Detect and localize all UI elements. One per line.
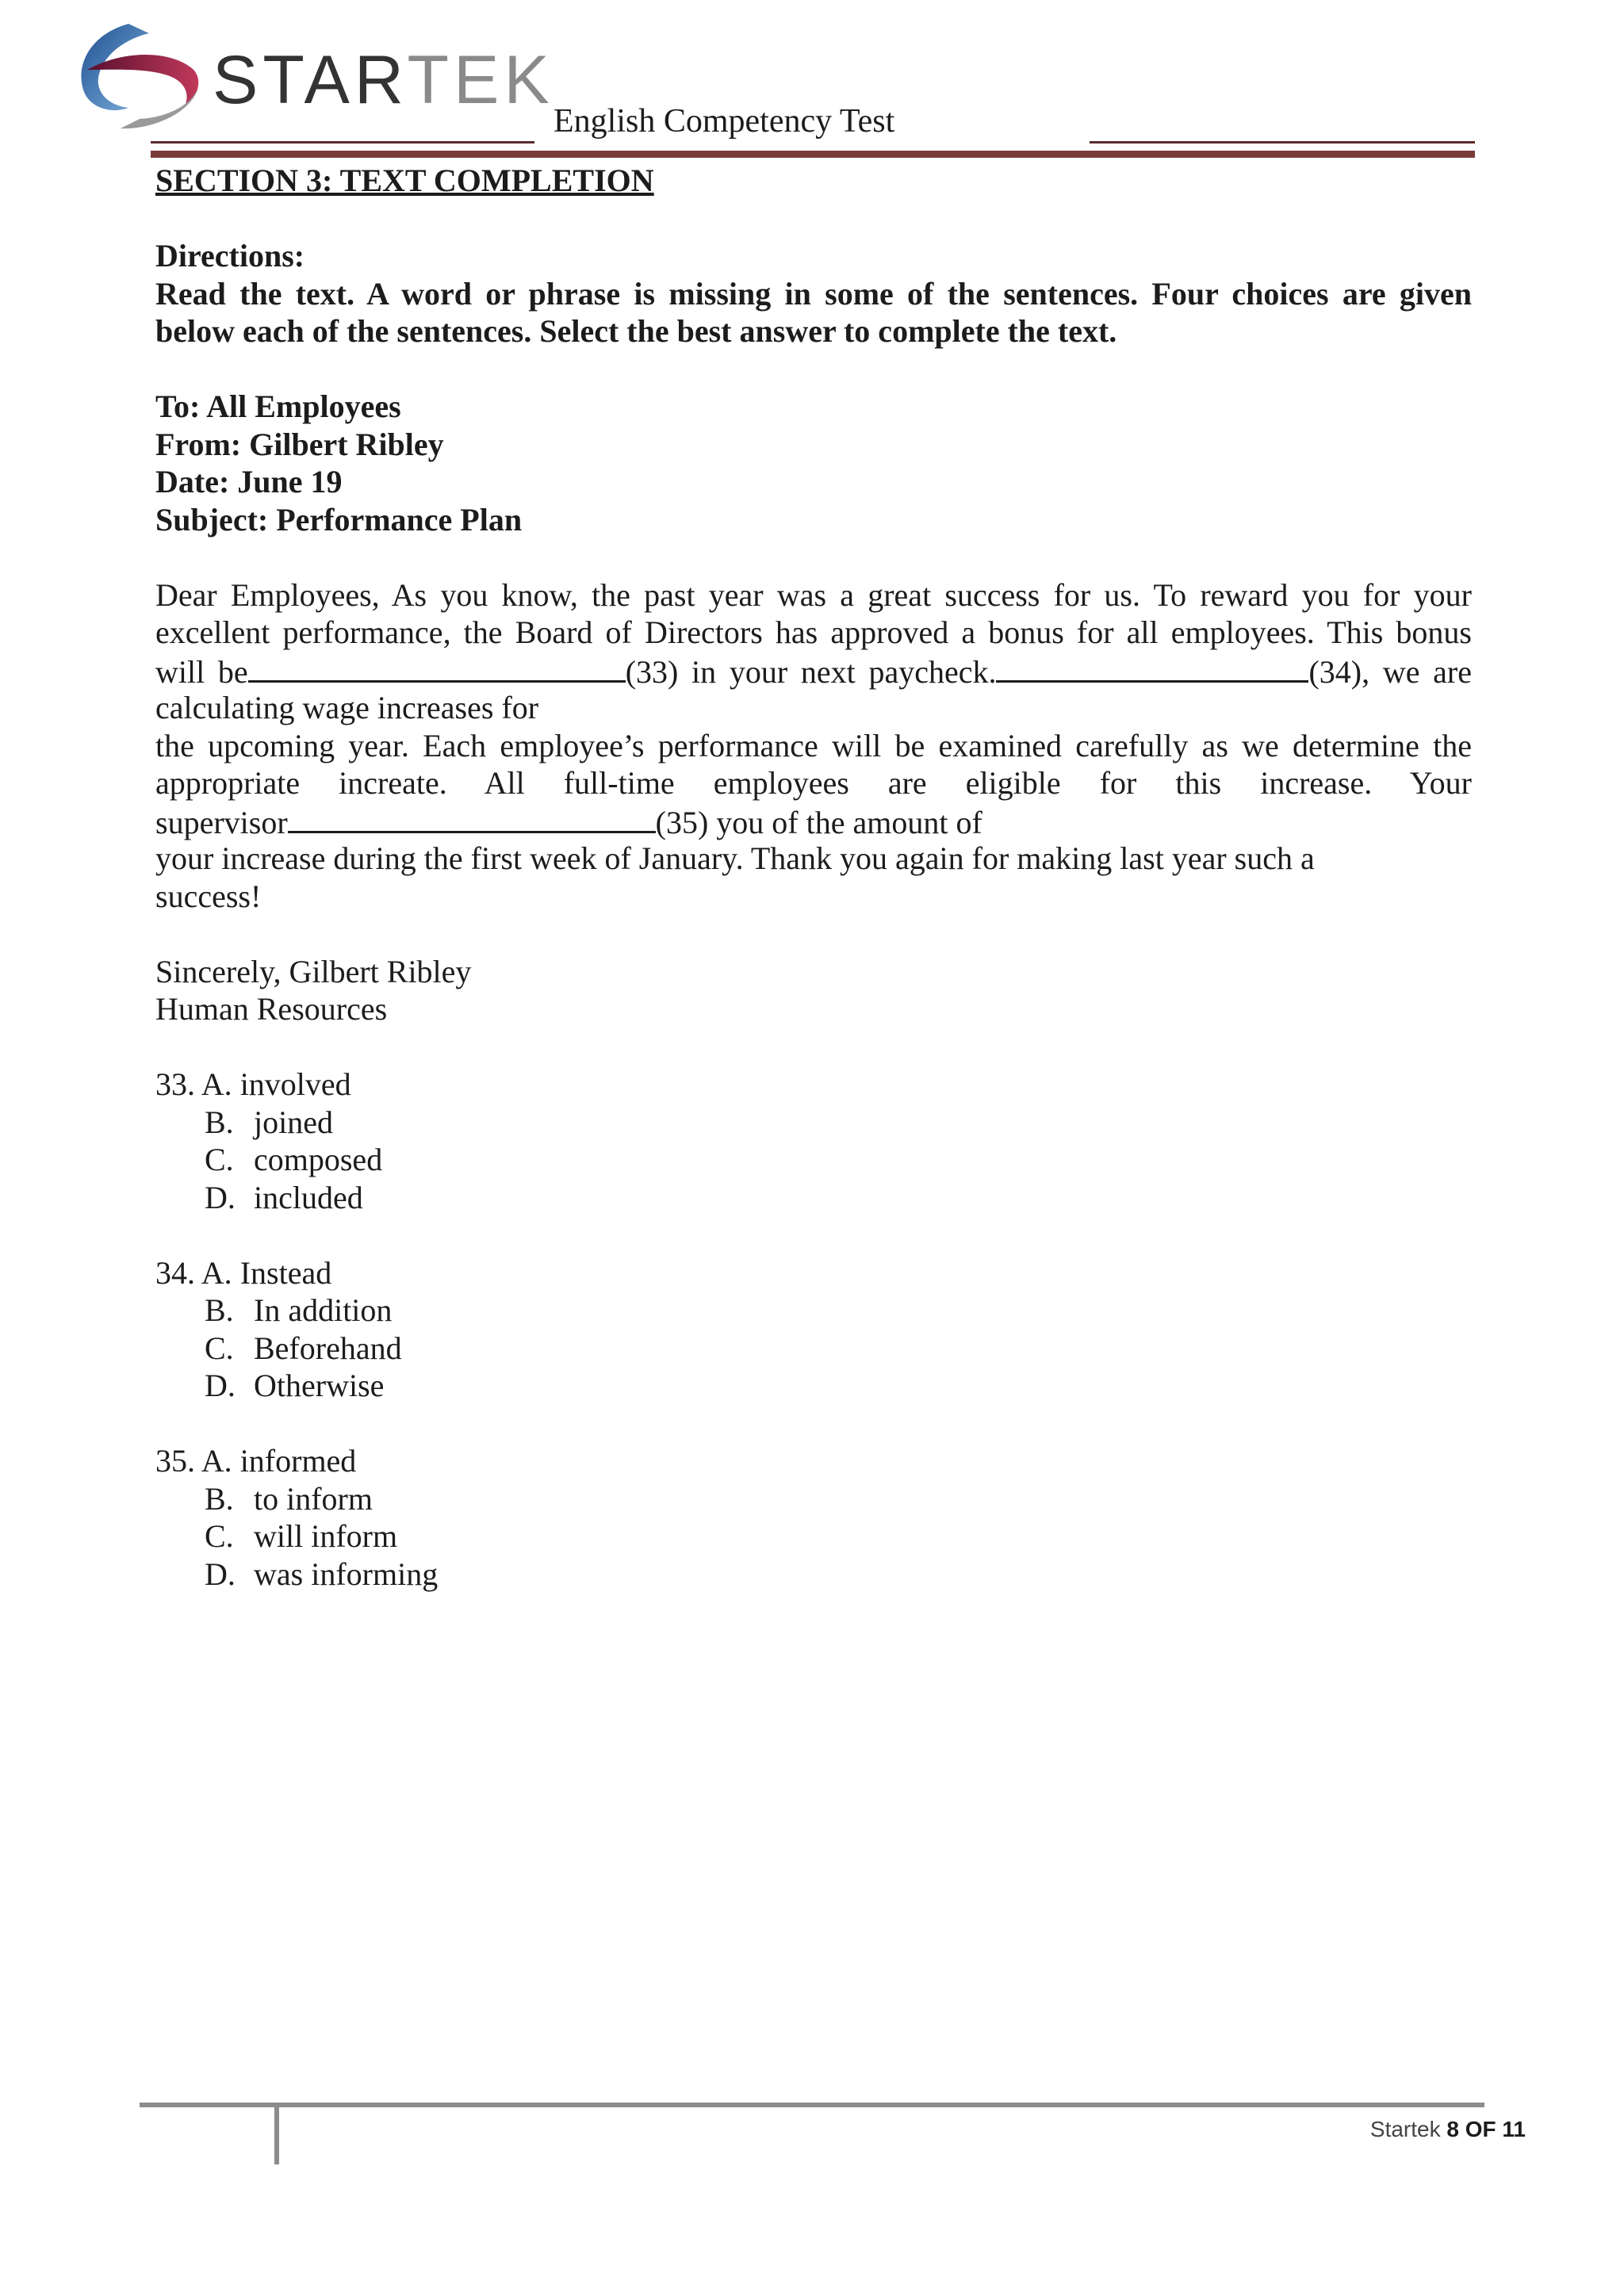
document-title: English Competency Test (553, 103, 895, 140)
option-label: D. (205, 1556, 236, 1592)
letter-text: will be (155, 653, 248, 690)
header-band (151, 151, 1475, 158)
option-text: composed (254, 1142, 383, 1177)
letter-line: your increase during the first week of January. Thank you again for making last year such a (155, 840, 1315, 876)
letter-line-blanks (155, 802, 1472, 840)
question-number: 33. (155, 1066, 195, 1102)
option-text: Instead (239, 1254, 332, 1291)
memo-to: To: All Employees (155, 388, 401, 424)
logo-text-star: STAR (213, 42, 408, 118)
page-number: 8 OF 11 (1446, 2117, 1526, 2141)
question-number: 35. (155, 1443, 195, 1479)
question-option[interactable] (155, 1179, 1472, 1217)
letter-line: the upcoming year. Each employee’s performance will be examined carefully as we determine the (155, 727, 1472, 763)
question-option[interactable] (155, 1141, 1472, 1179)
letter-text: (35) you of the amount of (655, 804, 982, 840)
letter-text: supervisor (155, 804, 288, 840)
letter-line: excellent performance, the Board of Directors has approved a bonus for all employees. This bonus (155, 614, 1472, 650)
logo-wordmark (213, 42, 554, 118)
question-option[interactable] (155, 1104, 1472, 1142)
blank-35[interactable] (288, 802, 656, 833)
question-option[interactable] (155, 1292, 1472, 1330)
question-first-option[interactable] (155, 1254, 1472, 1292)
letter-line: Dear Employees, As you know, the past year was a great success for us. To reward you for your (155, 576, 1472, 613)
footer-tick (274, 2107, 279, 2164)
swirl-logo-icon (73, 19, 208, 138)
footer-brand: Startek (1369, 2117, 1441, 2141)
directions-line: below each of the sentences. Select the best answer to complete the text. (155, 313, 1117, 349)
page-content (155, 162, 1472, 1593)
memo-date: Date: June 19 (155, 464, 343, 499)
letter-line-blanks (155, 652, 1472, 690)
option-text: involved (239, 1066, 351, 1102)
question-option[interactable] (155, 1517, 1472, 1556)
option-label: C. (205, 1518, 234, 1554)
letter-closing: Sincerely, Gilbert Ribley (155, 953, 472, 989)
option-label: B. (205, 1292, 234, 1328)
option-text: will inform (254, 1518, 398, 1554)
letter-department: Human Resources (155, 991, 388, 1027)
letter-line: success! (155, 878, 262, 914)
directions-heading: Directions: (155, 238, 305, 274)
option-text: Otherwise (254, 1368, 385, 1403)
page-footer (1370, 2117, 1526, 2142)
question-34 (155, 1254, 1472, 1405)
letter-text: (33) in your next paycheck. (625, 653, 997, 690)
option-label: D. (205, 1368, 236, 1403)
letter-line: appropriate increate. All full-time employees are eligible for this increase. Your (155, 765, 1472, 801)
option-text: informed (239, 1443, 357, 1479)
directions-line: Read the text. A word or phrase is missing in some of the sentences. Four choices are given (155, 275, 1472, 312)
option-text: Beforehand (254, 1330, 402, 1366)
option-text: included (254, 1179, 363, 1215)
blank-34[interactable] (996, 652, 1308, 683)
option-label: A. (201, 1254, 232, 1291)
memo-subject: Subject: Performance Plan (155, 501, 523, 538)
option-label: C. (205, 1330, 234, 1366)
question-first-option[interactable] (155, 1442, 1472, 1480)
section-title: SECTION 3: TEXT COMPLETION (155, 163, 654, 198)
option-label: A. (201, 1066, 232, 1102)
option-text: joined (254, 1104, 333, 1140)
option-label: C. (205, 1142, 234, 1177)
question-35 (155, 1442, 1472, 1593)
question-33 (155, 1066, 1472, 1216)
letter-line: calculating wage increases for (155, 690, 539, 725)
question-option[interactable] (155, 1556, 1472, 1594)
option-label: B. (205, 1480, 234, 1517)
option-label: B. (205, 1104, 234, 1140)
question-number: 34. (155, 1254, 195, 1291)
question-option[interactable] (155, 1480, 1472, 1518)
question-option[interactable] (155, 1330, 1472, 1368)
question-option[interactable] (155, 1367, 1472, 1405)
option-text: In addition (254, 1292, 393, 1328)
logo-text-tek: TEK (407, 42, 554, 118)
header-rule-left (151, 141, 534, 144)
blank-33[interactable] (248, 652, 626, 683)
option-text: was informing (254, 1556, 439, 1592)
letter-text: (34), we are (1308, 653, 1472, 690)
memo-from: From: Gilbert Ribley (155, 426, 444, 462)
header-rule-right (1090, 141, 1475, 144)
question-first-option[interactable] (155, 1066, 1472, 1104)
option-label: D. (205, 1179, 236, 1215)
option-text: to inform (254, 1480, 373, 1517)
footer-rule (140, 2103, 1484, 2107)
option-label: A. (201, 1443, 232, 1479)
startek-logo (73, 19, 554, 138)
